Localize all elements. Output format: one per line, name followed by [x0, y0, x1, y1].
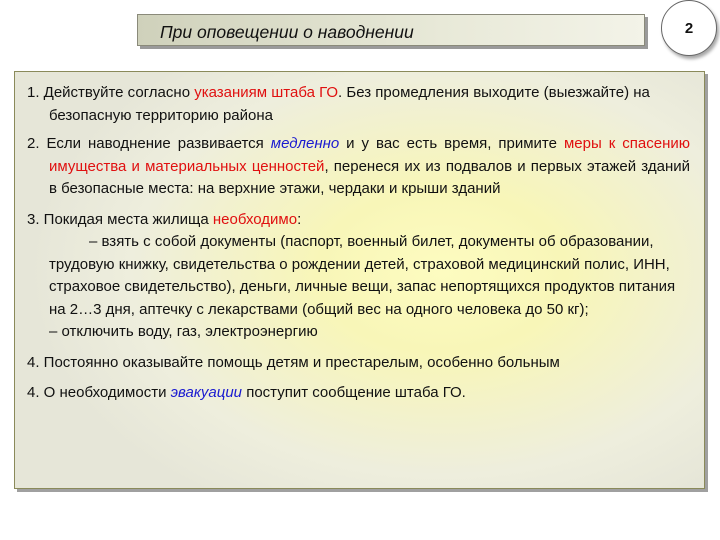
instruction-5-highlight: эвакуации [170, 384, 243, 401]
instruction-2-text-c: и у вас есть время, примите [339, 135, 564, 152]
slide-title-bar [137, 14, 645, 46]
instructions-box [14, 71, 705, 489]
instruction-3-text-c: : [297, 210, 302, 228]
instruction-1-highlight: указаниям штаба ГО [194, 84, 339, 101]
instruction-1-text-a: 1. Действуйте согласно [27, 84, 195, 101]
instruction-3 [27, 209, 690, 344]
slide-number-badge [661, 0, 717, 56]
instruction-1-text-c: . Без промедления выходите (выезжайте) на безопасную территорию района [49, 84, 650, 124]
instruction-2-highlight-slowly: медленно [270, 135, 340, 152]
instruction-5 [27, 382, 690, 405]
instruction-3-highlight: необходимо [212, 210, 298, 228]
instruction-4 [27, 352, 690, 375]
instruction-2-text-a: 2. Если наводнение развивается [27, 135, 271, 152]
instruction-5-text-a: 4. О необходимости [27, 384, 171, 401]
instruction-3-documents [49, 231, 690, 321]
slide-title: При оповещении о наводнении [160, 22, 414, 42]
instruction-3-utilities [49, 321, 690, 344]
instruction-5-text-c: поступит сообщение штаба ГО. [242, 384, 466, 401]
instruction-3-utilities-text: – отключить воду, газ, электроэнергию [49, 323, 318, 340]
instruction-1 [27, 82, 690, 127]
instruction-4-text: 4. Постоянно оказывайте помощь детям и престарелым, особенно больным [27, 353, 560, 371]
instruction-3-text-a: 3. Покидая места жилища [27, 210, 213, 228]
instruction-2 [27, 133, 690, 201]
slide-number: 2 [684, 19, 694, 37]
instruction-2-highlight-measures: меры к спасению имущества и материальных ценностей [49, 135, 690, 175]
instruction-3-documents-text: – взять с собой документы (паспорт, военный билет, документы об образовании, трудовую книжку, свидетельства о рождении детей, страховой медицинский полис, ИНН, страховое свидетельство), деньги, личные вещи, запас непортящихся продуктов питания на 2…3 дня, аптечку с лекарствами (общий вес на одного человека до 50 кг); [49, 233, 676, 318]
instruction-2-text-e: , перенеся их из подвалов и первых этажей зданий в безопасные места: на верхние этажи, чердаки и крыши зданий [49, 157, 690, 197]
